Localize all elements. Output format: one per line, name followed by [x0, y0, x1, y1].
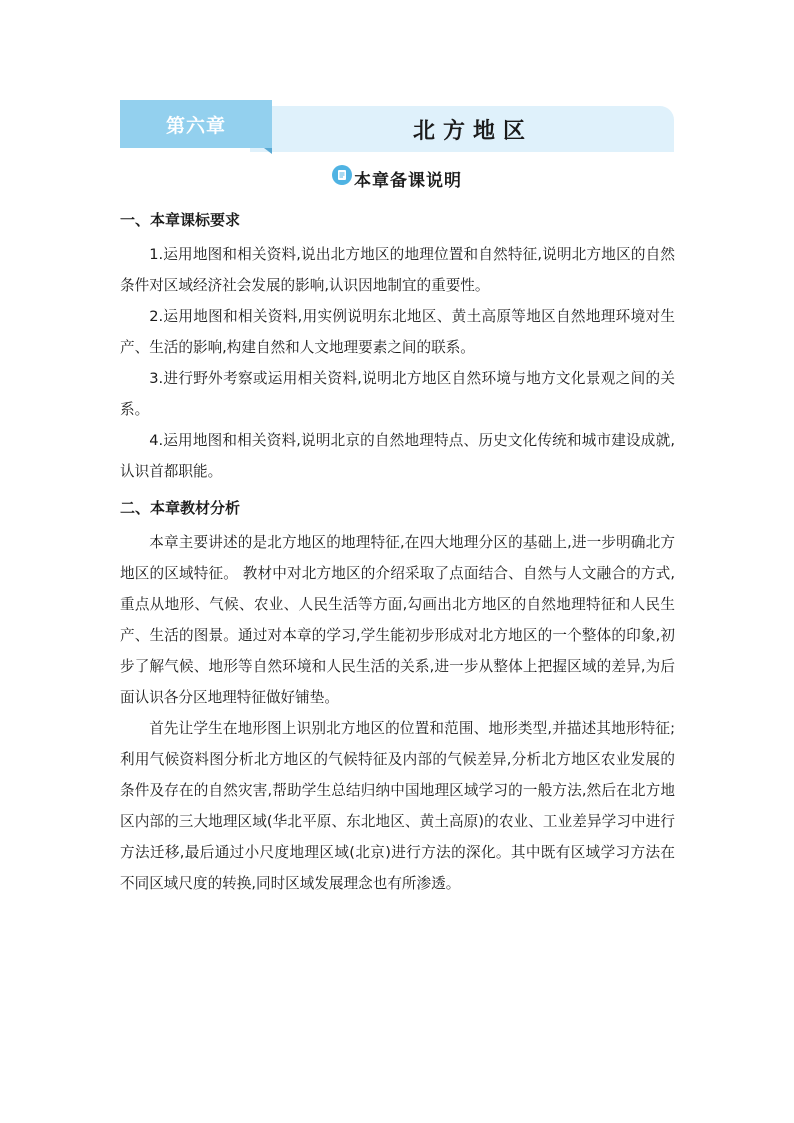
- notepad-icon: [332, 165, 352, 185]
- paragraph: 3.进行野外考察或运用相关资料,说明北方地区自然环境与地方文化景观之间的关系。: [120, 370, 675, 418]
- prep-title: 本章备课说明: [354, 170, 462, 191]
- paragraph: 首先让学生在地形图上识别北方地区的位置和范围、地形类型,并描述其地形特征;利用气候资料图分析北方地区的气候特征及内部的气候差异,分析北方地区农业发展的条件及存在的自然灾害,帮助学生总结归纳中国地理区域学习的一般方法,然后在北方地区内部的三大地理区域(华北平原、东北地区、黄土高原)的农业、工业差异学习中进行方法迁移,最后通过小尺度地理区域(北京)进行方法的深化。其中既有区域学习方法在不同区域尺度的转换,同时区域发展理念也有所渗透。: [120, 720, 675, 892]
- section-standards: [120, 205, 675, 487]
- paragraph: 2.运用地图和相关资料,用实例说明东北地区、黄土高原等地区自然地理环境对生产、生活的影响,构建自然和人文地理要素之间的联系。: [120, 308, 675, 356]
- paragraph: 4.运用地图和相关资料,说明北京的自然地理特点、历史文化传统和城市建设成就,认识首都职能。: [120, 432, 675, 480]
- chapter-label: 第六章: [165, 114, 226, 137]
- prep-heading: [0, 164, 794, 192]
- document-body: [120, 205, 675, 899]
- chapter-banner: [120, 100, 674, 154]
- chapter-tab: [120, 100, 272, 148]
- paragraph: 1.运用地图和相关资料,说出北方地区的地理位置和自然特征,说明北方地区的自然条件对区域经济社会发展的影响,认识因地制宜的重要性。: [120, 246, 675, 294]
- section-heading: 二、本章教材分析: [120, 499, 241, 517]
- section-analysis: [120, 493, 675, 899]
- chapter-title: 北方地区: [412, 118, 533, 144]
- paragraph: 本章主要讲述的是北方地区的地理特征,在四大地理分区的基础上,进一步明确北方地区的区域特征。 教材中对北方地区的介绍采取了点面结合、自然与人文融合的方式,重点从地形、气候、农业、人民生活等方面,勾画出北方地区的自然地理特征和人民生产、生活的图景。通过对本章的学习,学生能初步形成对北方地区的一个整体的印象,初步了解气候、地形等自然环境和人民生活的关系,进一步从整体上把握区域的差异,为后面认识各分区地理特征做好铺垫。: [120, 534, 675, 706]
- section-heading: 一、本章课标要求: [120, 211, 241, 229]
- chapter-tab-notch: [264, 148, 272, 154]
